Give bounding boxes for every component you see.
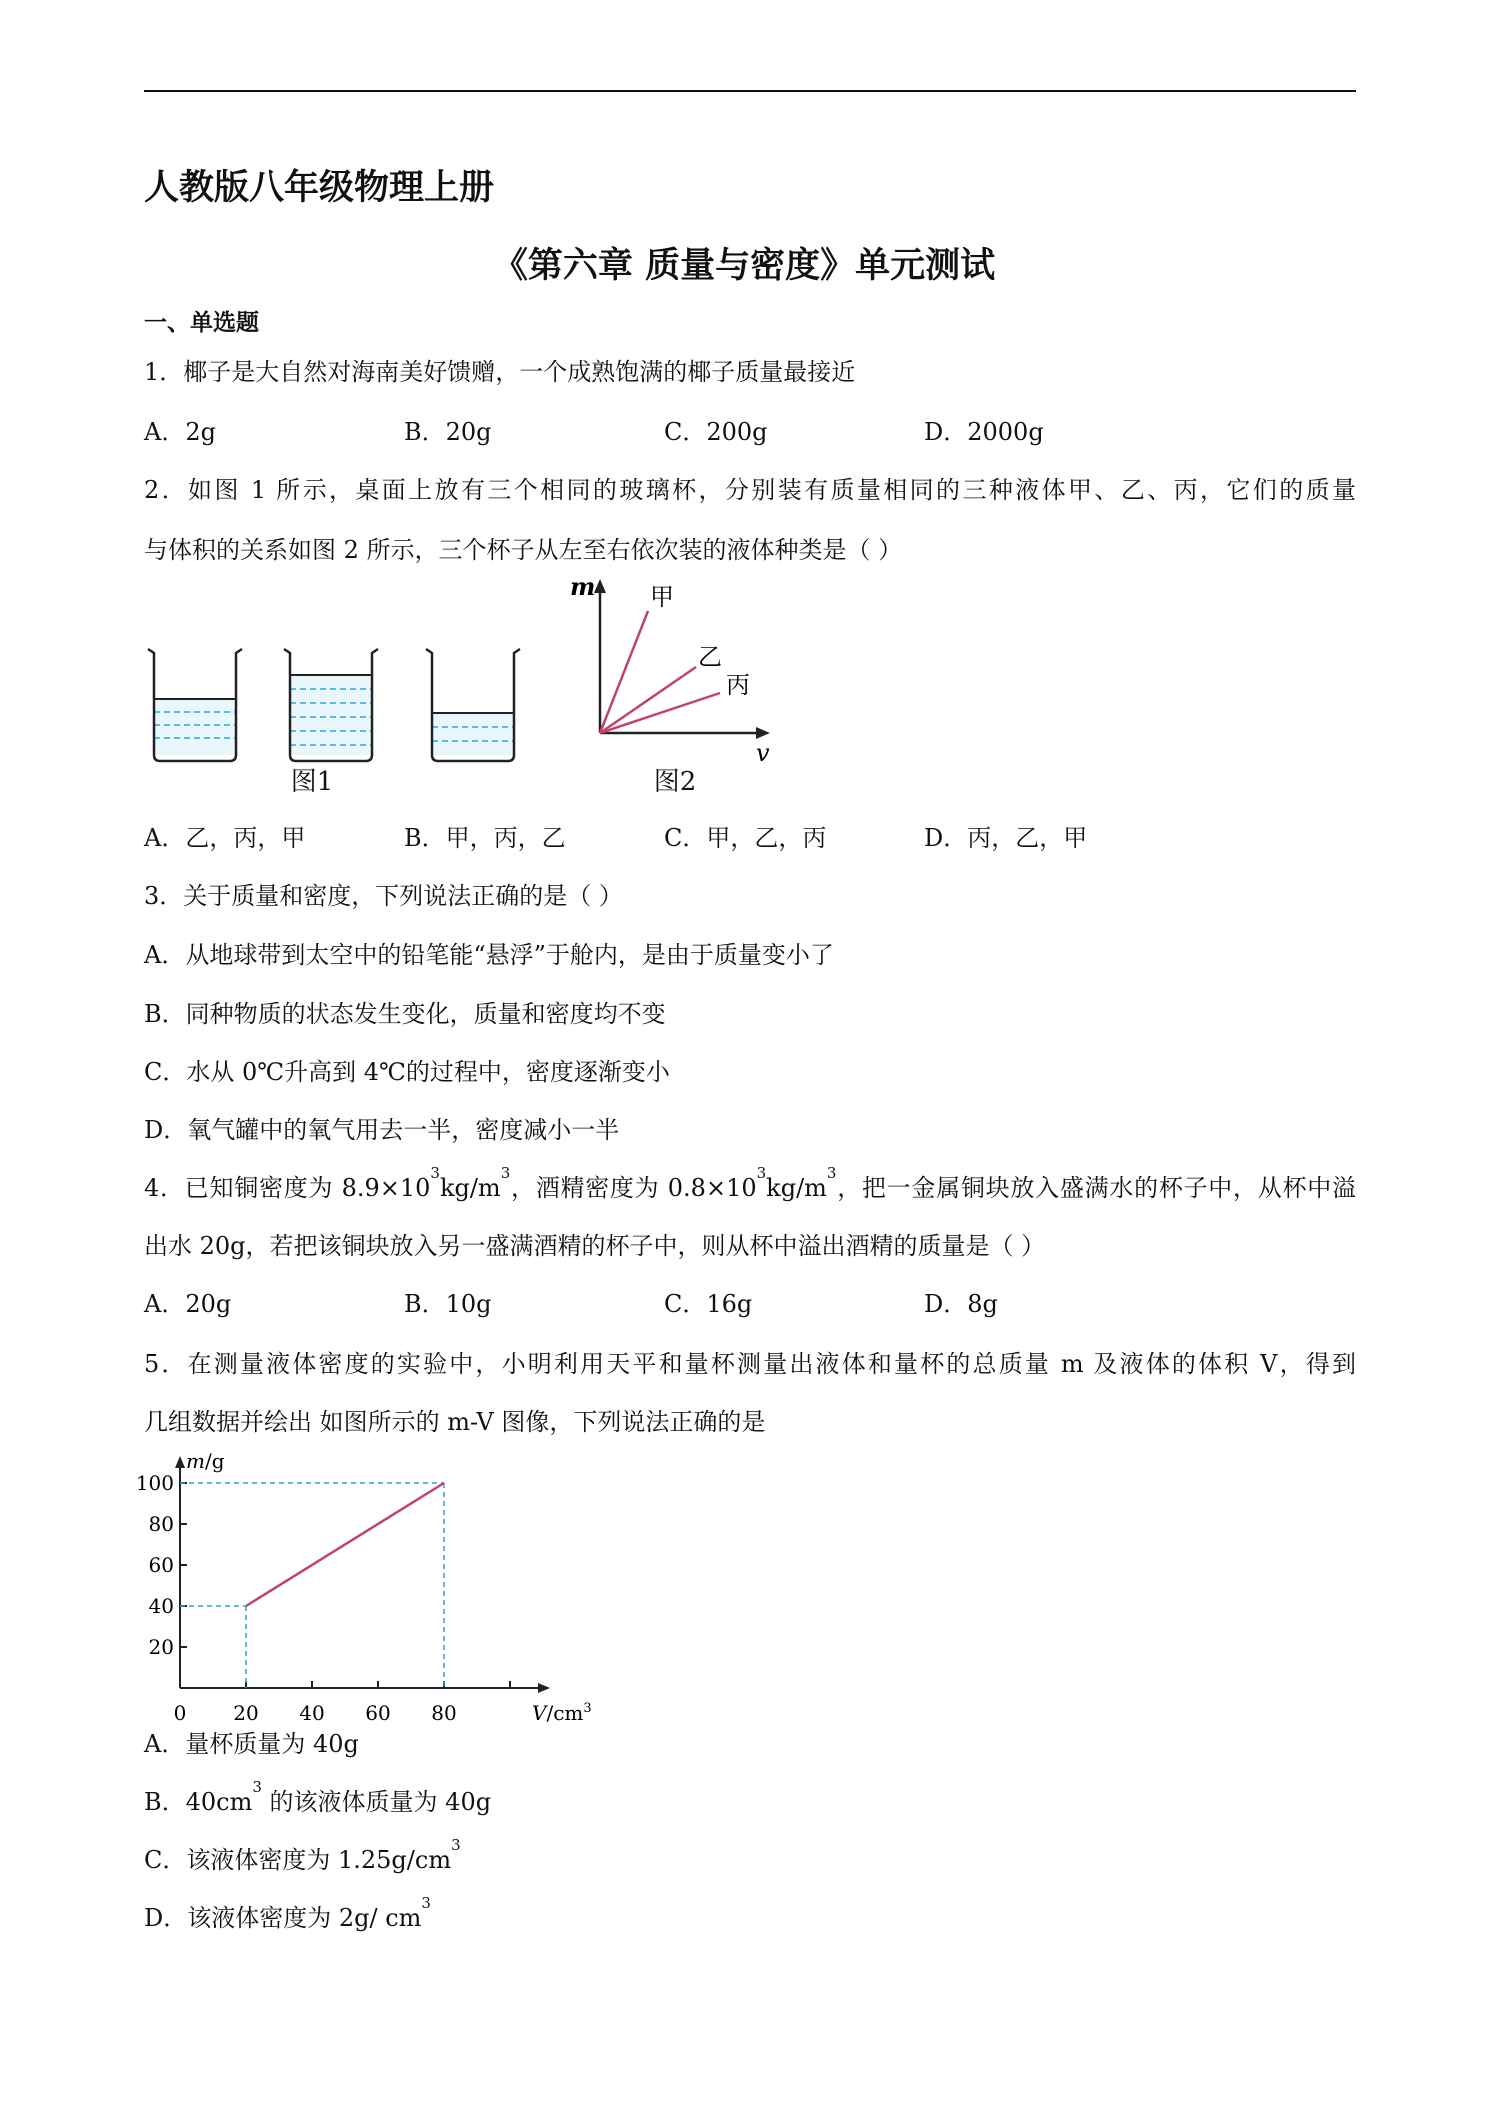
q2-option-b: B．甲，丙，乙 (404, 824, 566, 852)
q2-option-a: A．乙，丙，甲 (144, 824, 306, 852)
beaker-3 (426, 649, 520, 761)
fig2-axis-y: m (570, 575, 596, 601)
q4-option-b: B．10g (404, 1290, 492, 1318)
q5-text-line1: 5．在测量液体密度的实验中，小明利用天平和量杯测量出液体和量杯的总质量 m 及液体的体积 V，得到 (144, 1350, 1356, 1378)
q5-option-d: D．该液体密度为 2g/ $cm^3$ (144, 1894, 431, 1932)
q4-option-a: A．20g (144, 1290, 232, 1318)
q1-option-d: D．2000g (924, 418, 1044, 446)
page-title: 人教版八年级物理上册 (144, 168, 495, 208)
y-tick-label: 100 (135, 1471, 174, 1495)
section-heading: 一、单选题 (144, 310, 259, 336)
y-tick-label: 60 (148, 1553, 174, 1577)
series-line (246, 1483, 444, 1606)
q4-option-c: C．16g (664, 1290, 753, 1318)
q2-option-d: D．丙，乙，甲 (924, 824, 1088, 852)
q3-text: 3．关于质量和密度，下列说法正确的是（ ） (144, 882, 623, 910)
x-axis-arrow (538, 1683, 550, 1693)
q5-text-line2: 几组数据并绘出 如图所示的 m-V 图像，下列说法正确的是 (144, 1408, 766, 1436)
page-subtitle: 《第六章 质量与密度》单元测试 (492, 246, 996, 286)
q1-option-b: B．20g (404, 418, 492, 446)
x-axis-label: $V/cm^3$ (532, 1701, 592, 1725)
fig2-label-yi: 乙 (698, 643, 722, 671)
y-axis-label: m/g (186, 1450, 225, 1473)
q4-text-line1: 4．已知铜密度为 $8.9\times 10^3kg/m^3$，酒精密度为 $0.8\times 10^3kg/m^3$，把一金属铜块放入盛满水的杯子中，从杯中溢 (144, 1164, 1357, 1202)
q5-option-c: C．该液体密度为 $1.25g/cm^3$ (144, 1836, 461, 1874)
fig2-axes (594, 579, 770, 739)
mv-chart (134, 1450, 614, 1730)
fig1-caption: 图1 (290, 767, 334, 797)
x-tick-label: 80 (431, 1701, 457, 1725)
fig2-line-jia (600, 611, 648, 733)
x-tick-label: 40 (299, 1701, 325, 1725)
fig2-line-bing (600, 693, 720, 733)
q4-option-d: D．8g (924, 1290, 998, 1318)
x-tick-label: 0 (173, 1701, 187, 1725)
q3-option-b: B．同种物质的状态发生变化，质量和密度均不变 (144, 1000, 666, 1028)
y-tick-label: 80 (148, 1512, 174, 1536)
beaker-1 (148, 649, 242, 761)
beaker-2 (284, 649, 378, 761)
x-tick-label: 20 (233, 1701, 259, 1725)
fig2-line-yi (600, 667, 696, 733)
y-tick-label: 20 (148, 1635, 174, 1659)
q2-figures (140, 575, 800, 800)
q1-text: 1．椰子是大自然对海南美好馈赠，一个成熟饱满的椰子质量最接近 (144, 358, 856, 386)
y-tick-label: 40 (148, 1594, 174, 1618)
q5-option-a: A．量杯质量为 40g (144, 1730, 359, 1758)
fig2-label-jia: 甲 (650, 583, 674, 611)
q3-option-a: A．从地球带到太空中的铅笔能“悬浮”于舱内，是由于质量变小了 (144, 941, 834, 969)
q2-option-c: C．甲，乙，丙 (664, 824, 827, 852)
x-tick-label: 60 (365, 1701, 391, 1725)
fig2-caption: 图2 (653, 767, 697, 797)
q4-text-line2: 出水 20g，若把该铜块放入另一盛满酒精的杯子中，则从杯中溢出酒精的质量是（ ） (144, 1232, 1046, 1260)
q5-option-b: B．$40cm^3$ 的该液体质量为 40g (144, 1778, 492, 1816)
q2-text-line1: 2．如图 1 所示，桌面上放有三个相同的玻璃杯，分别装有质量相同的三种液体甲、乙、丙，它们的质量 (144, 476, 1356, 504)
q3-option-c: C．水从 0℃升高到 4℃的过程中，密度逐渐变小 (144, 1058, 670, 1086)
q2-text-line2: 与体积的关系如图 2 所示，三个杯子从左至右依次装的液体种类是（ ） (144, 536, 903, 564)
q1-option-c: C．200g (664, 418, 768, 446)
q3-option-d: D．氧气罐中的氧气用去一半，密度减小一半 (144, 1116, 620, 1144)
q1-option-a: A．2g (144, 418, 216, 446)
fig2-label-bing: 丙 (726, 671, 750, 699)
y-axis-arrow (175, 1456, 185, 1468)
fig2-axis-x: v (756, 739, 770, 767)
header-rule (144, 90, 1356, 92)
